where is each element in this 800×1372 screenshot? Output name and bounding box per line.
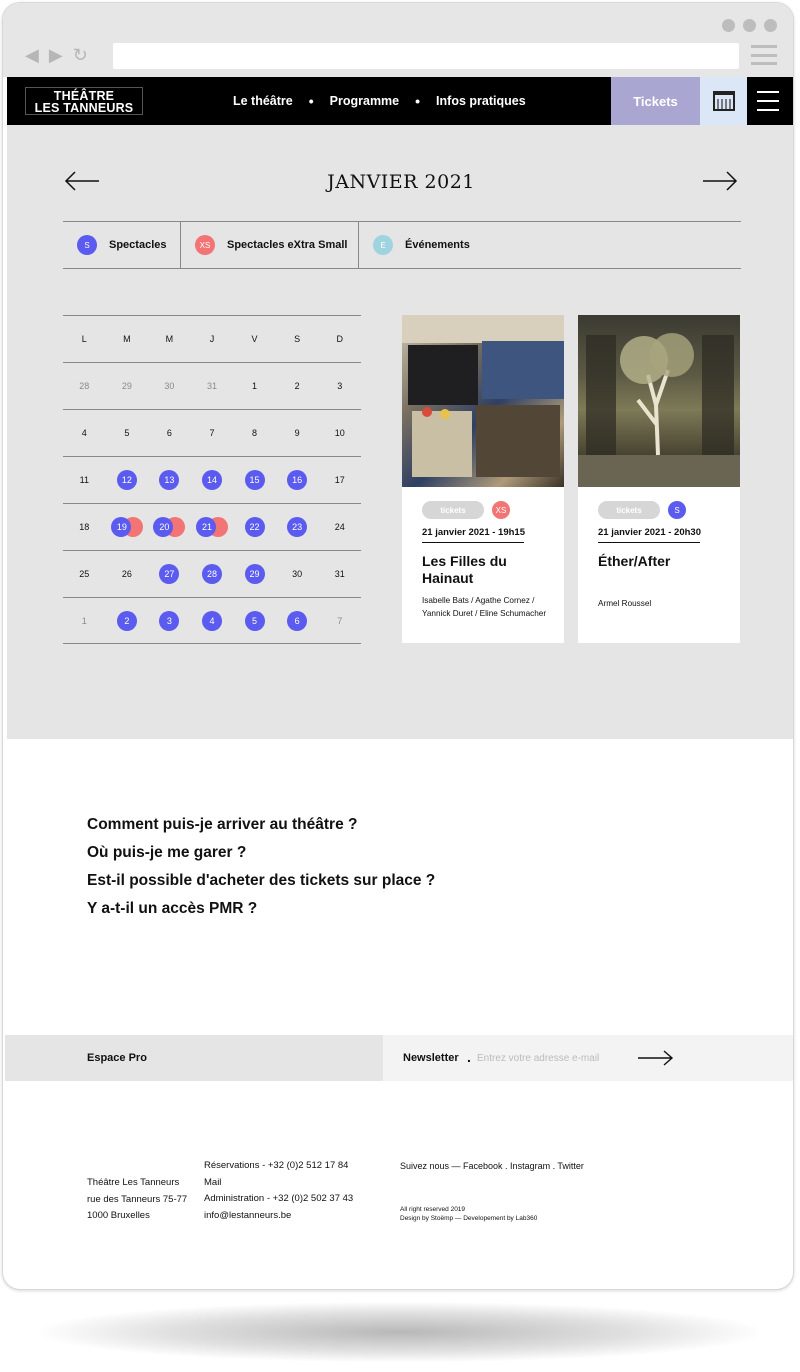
calendar-week <box>63 409 361 456</box>
tickets-tag[interactable]: tickets <box>598 501 660 519</box>
calendar-day-event[interactable]: 15 <box>233 469 276 491</box>
window-dot[interactable] <box>722 19 735 32</box>
calendar-day-event[interactable]: 12 <box>106 469 149 491</box>
next-month-arrow-icon[interactable] <box>701 169 739 193</box>
calendar-day: 18 <box>79 522 90 532</box>
calendar-day: 7 <box>337 615 343 626</box>
reload-icon[interactable]: ↻ <box>72 45 88 65</box>
logo-line-2: LES TANNEURS <box>34 101 134 115</box>
device-shadow <box>40 1302 760 1362</box>
weekday: V <box>251 334 258 344</box>
legend-evenements[interactable] <box>359 222 741 268</box>
calendar-day-event[interactable]: 19 <box>106 516 149 538</box>
newsletter-email-input[interactable] <box>477 1047 627 1069</box>
reservations-phone[interactable]: Réservations - +32 (0)2 512 17 84 <box>204 1160 349 1171</box>
faq-list <box>87 811 435 923</box>
calendar-day: 24 <box>334 522 345 532</box>
event-title[interactable]: Les Filles du Hainaut <box>422 553 507 586</box>
main-nav <box>233 77 526 125</box>
calendar-day-event[interactable]: 27 <box>148 563 191 585</box>
calendar-day: 10 <box>334 428 345 438</box>
nav-programme[interactable]: Programme <box>329 94 400 108</box>
calendar-day: 3 <box>337 381 343 391</box>
footer-social[interactable]: Suivez nous — Facebook . Instagram . Twitter <box>400 1161 584 1171</box>
badge-xs: XS <box>195 235 215 255</box>
rights-text: All right reserved 2019 <box>400 1206 466 1213</box>
event-card-body <box>402 487 564 620</box>
calendar-day: 11 <box>79 475 89 485</box>
newsletter-submit-arrow-icon[interactable] <box>637 1048 675 1073</box>
event-title[interactable]: Éther/After <box>598 553 671 569</box>
event-card[interactable] <box>578 315 740 643</box>
address-bar[interactable] <box>113 43 739 69</box>
event-image <box>578 315 740 487</box>
browser-chrome <box>3 3 794 77</box>
calendar-day: 30 <box>292 569 303 579</box>
calendar-day-event[interactable]: 14 <box>191 469 234 491</box>
faq-item[interactable]: Y a-t-il un accès PMR ? <box>87 900 258 917</box>
footer-legal <box>400 1205 537 1223</box>
mail-link[interactable]: Mail <box>204 1176 222 1188</box>
calendar-day: 1 <box>252 381 258 391</box>
event-tags <box>598 501 740 519</box>
calendar-day-event[interactable]: 29 <box>233 563 276 585</box>
nav-separator: • <box>308 93 314 109</box>
logo-line-1: THÉÂTRE <box>53 89 115 103</box>
calendar-icon <box>713 91 735 111</box>
browser-menu-icon[interactable] <box>751 45 777 65</box>
legend-spectacles-xs[interactable] <box>181 222 359 268</box>
forward-icon[interactable]: ▶ <box>48 45 63 65</box>
month-title: JANVIER 2021 <box>327 171 475 193</box>
weekday-header <box>63 315 361 362</box>
event-date: 21 janvier 2021 - 20h30 <box>598 527 700 543</box>
calendar-week <box>63 550 361 597</box>
window-dot[interactable] <box>743 19 756 32</box>
calendar-day: 6 <box>166 428 172 438</box>
category-legend <box>63 221 741 269</box>
calendar-day: 28 <box>79 381 90 391</box>
email-link[interactable]: info@lestanneurs.be <box>204 1209 292 1221</box>
calendar-day: 17 <box>334 475 345 485</box>
site-header <box>7 77 794 125</box>
weekday: J <box>209 334 215 344</box>
event-card-body <box>578 487 740 611</box>
faq-item[interactable]: Est-il possible d'acheter des tickets sur place ? <box>87 872 436 889</box>
calendar-week <box>63 503 361 550</box>
calendar-day: 2 <box>294 381 300 391</box>
calendar-day: 30 <box>164 381 175 391</box>
legend-label: Spectacles eXtra Small <box>227 239 348 251</box>
event-date: 21 janvier 2021 - 19h15 <box>422 527 524 543</box>
newsletter-separator: . <box>467 1049 471 1065</box>
event-tags <box>422 501 564 519</box>
event-credits: Armel Roussel <box>598 599 652 608</box>
site-logo[interactable] <box>25 87 143 115</box>
calendar-day-event[interactable]: 13 <box>148 469 191 491</box>
legend-label: Spectacles <box>109 239 167 251</box>
calendar-day-event[interactable]: 3 <box>148 610 191 632</box>
legend-label: Événements <box>405 239 470 251</box>
event-card[interactable] <box>402 315 564 643</box>
browser-nav <box>25 45 88 65</box>
administration-phone[interactable]: Administration - +32 (0)2 502 37 43 <box>204 1193 354 1204</box>
calendar-day: 29 <box>121 381 132 391</box>
weekday: L <box>81 334 87 344</box>
browser-window <box>2 2 794 1290</box>
tickets-tag[interactable]: tickets <box>422 501 484 519</box>
calendar-button[interactable] <box>700 77 747 125</box>
calendar-grid <box>63 315 361 644</box>
newsletter-label: Newsletter <box>403 1052 459 1064</box>
faq-item[interactable]: Comment puis-je arriver au théâtre ? <box>87 816 358 833</box>
newsletter-bar <box>383 1035 793 1081</box>
nav-le-theatre[interactable]: Le théâtre <box>233 94 293 108</box>
address-line: Théâtre Les Tanneurs <box>87 1177 180 1188</box>
tickets-button[interactable]: Tickets <box>611 77 700 125</box>
nav-separator: • <box>415 93 421 109</box>
badge-s: S <box>668 501 686 519</box>
calendar-day-event[interactable]: 20 <box>148 516 191 538</box>
calendar-day-event[interactable]: 4 <box>191 610 234 632</box>
footer-contact <box>204 1158 353 1224</box>
nav-infos-pratiques[interactable]: Infos pratiques <box>436 94 526 108</box>
calendar-day: 9 <box>294 428 300 438</box>
calendar-week <box>63 597 361 644</box>
credits-text: Design by Stoëmp — Developement by Lab360 <box>400 1215 538 1222</box>
calendar-day-event[interactable]: 21 <box>191 516 234 538</box>
calendar-day-event[interactable]: 2 <box>106 610 149 632</box>
calendar-day: 4 <box>81 428 87 438</box>
badge-e: E <box>373 235 393 255</box>
event-image <box>402 315 564 487</box>
legend-spectacles[interactable] <box>63 222 181 268</box>
hamburger-menu-icon[interactable] <box>757 91 779 111</box>
calendar-day-event[interactable]: 22 <box>233 516 276 538</box>
calendar-day: 7 <box>209 428 215 438</box>
calendar-day-event[interactable]: 16 <box>276 469 319 491</box>
weekday: S <box>294 334 301 344</box>
calendar-day-event[interactable]: 5 <box>233 610 276 632</box>
calendar-day-event[interactable]: 28 <box>191 563 234 585</box>
event-credits: Isabelle Bats / Agathe Cornez / Yannick Duret / Eline Schumacher <box>422 596 547 618</box>
calendar-day: 8 <box>252 428 258 438</box>
calendar-day: 5 <box>124 428 130 438</box>
weekday: M <box>165 334 174 344</box>
faq-item[interactable]: Où puis-je me garer ? <box>87 844 247 861</box>
calendar-day: 31 <box>206 381 217 391</box>
badge-xs: XS <box>492 501 510 519</box>
address-line: rue des Tanneurs 75-77 <box>87 1193 188 1205</box>
window-dot[interactable] <box>764 19 777 32</box>
calendar-day: 31 <box>334 569 345 579</box>
calendar-day-event[interactable]: 6 <box>276 610 319 632</box>
espace-pro-link[interactable]: Espace Pro <box>5 1035 383 1081</box>
agenda-section <box>7 125 794 739</box>
weekday: M <box>123 334 131 344</box>
calendar-day-event[interactable]: 23 <box>276 516 319 538</box>
back-icon[interactable]: ◀ <box>25 45 39 65</box>
calendar-day: 1 <box>81 615 87 626</box>
footer-address <box>87 1175 187 1225</box>
badge-s: S <box>77 235 97 255</box>
calendar-week <box>63 362 361 409</box>
window-controls <box>722 19 777 32</box>
address-line: 1000 Bruxelles <box>87 1210 150 1221</box>
calendar-day: 25 <box>79 569 90 579</box>
weekday: D <box>336 334 343 344</box>
calendar-day: 26 <box>121 569 132 579</box>
calendar-week <box>63 456 361 503</box>
